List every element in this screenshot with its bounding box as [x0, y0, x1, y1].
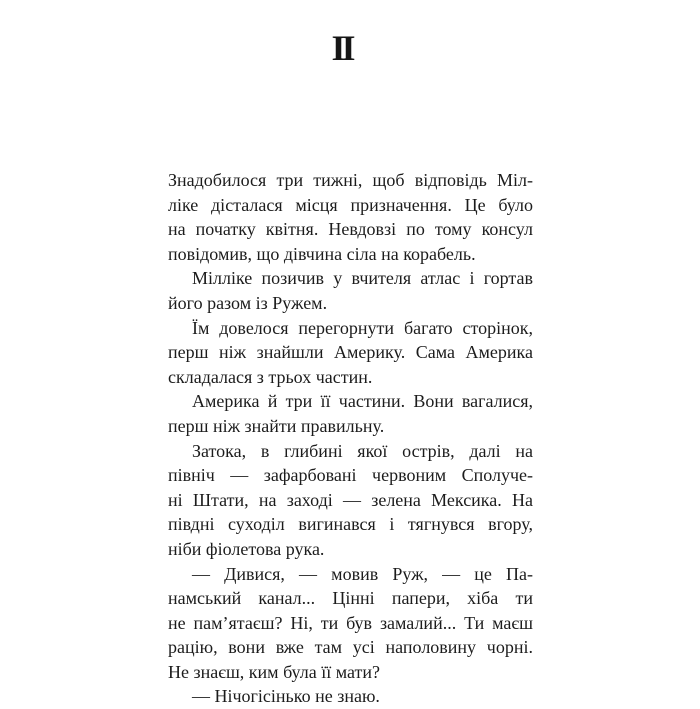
text-line: Америка й три її частини. Вони вагалися,	[192, 391, 533, 412]
chapter-heading: II	[331, 28, 352, 68]
text-line: Знадобилося три тижні, щоб відповідь Міл-	[168, 170, 533, 190]
text-line: північ — зафарбовані червоним Сполуче-	[168, 465, 533, 486]
text-line: ліке дісталася місця призначення. Це було	[168, 194, 533, 215]
text-line: Не знаєш, ким була її мати?	[168, 661, 381, 682]
text-line: ні Штати, на заході — зелена Мексика. На	[168, 489, 533, 510]
text-line: намський канал... Цінні папери, хіба ти	[168, 588, 533, 609]
text-line: не пам’ятаєш? Ні, ти був замалий... Ти маєш	[168, 612, 533, 633]
text-line: — Дивися, — мовив Руж, — це Па-	[192, 563, 533, 584]
body-text	[168, 168, 533, 709]
text-line: перш ніж знайти правильну.	[168, 415, 385, 436]
text-line: Мілліке позичив у вчителя атлас і гортав	[192, 268, 533, 289]
text-line: — Нічогісінько не знаю.	[192, 686, 380, 707]
text-line: Їм довелося перегорнути багато сторінок,	[192, 317, 533, 338]
text-line: півдні суходіл вигинався і тягнувся вгору,	[168, 514, 533, 535]
text-line: його разом із Ружем.	[168, 292, 328, 313]
text-line: рацію, вони вже там усі наполовину чорні.	[168, 637, 533, 658]
text-line: на початку квітня. Невдовзі по тому консул	[168, 219, 533, 240]
text-line: повідомив, що дівчина сіла на корабель.	[168, 243, 476, 264]
text-line: перш ніж знайшли Америку. Сама Америка	[168, 342, 533, 363]
text-line: ніби фіолетова рука.	[168, 538, 325, 559]
text-line: складалася з трьох частин.	[168, 366, 373, 387]
text-line: Затока, в глибині якої острів, далі на	[192, 440, 533, 461]
